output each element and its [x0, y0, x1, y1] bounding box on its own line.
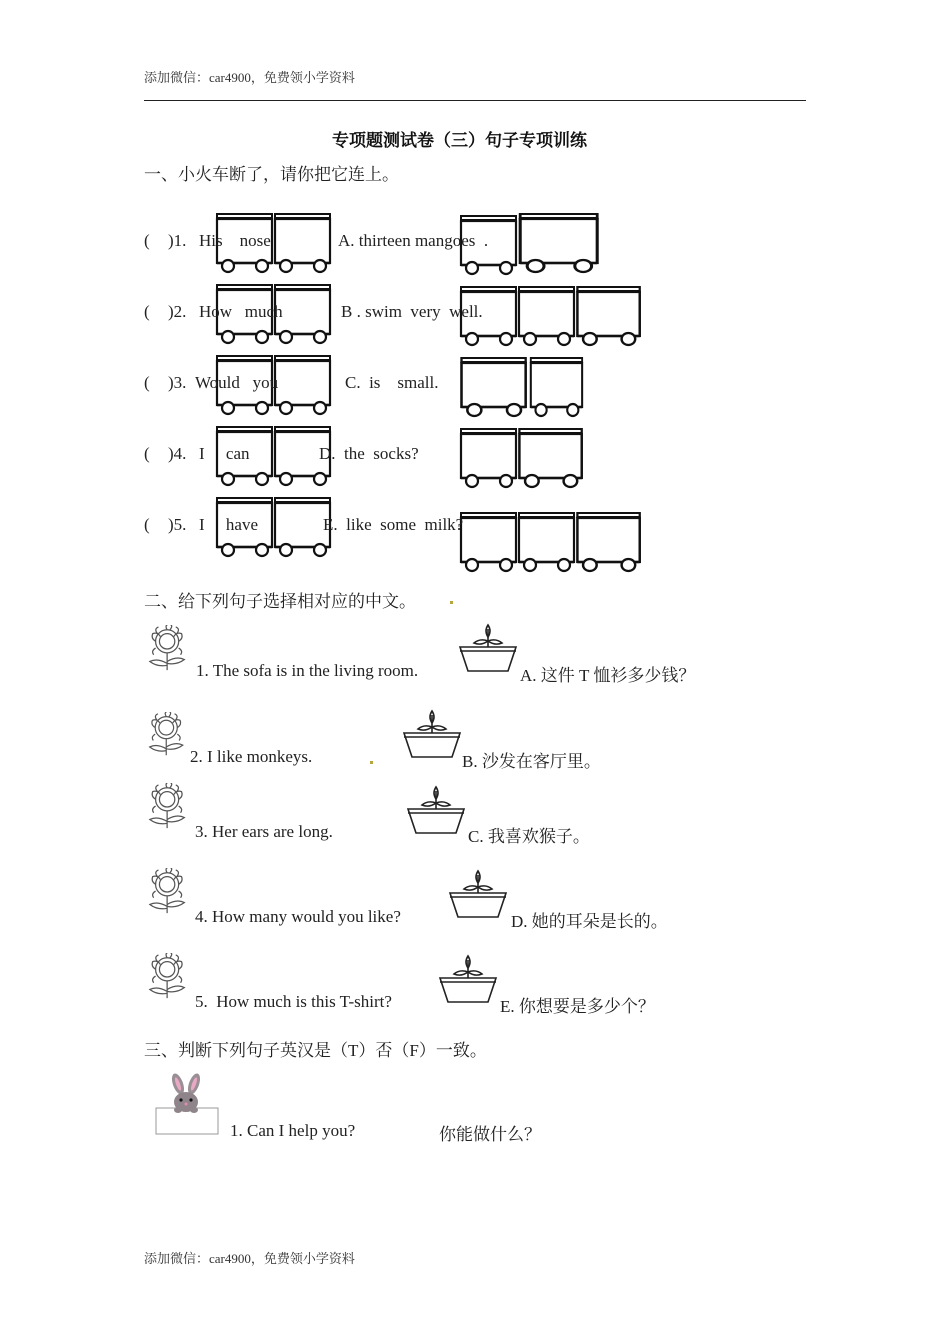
rabbit-sign-icon	[154, 1072, 220, 1138]
train-car-icon	[272, 213, 332, 275]
part2-english-item: 3. Her ears are long.	[195, 822, 333, 841]
sunflower-icon	[146, 625, 194, 673]
part1-row-right: B . swim very well.	[341, 302, 483, 321]
sunflower-icon	[146, 712, 192, 758]
header-note: 添加微信：car4900，免费领小学资料	[144, 70, 355, 85]
stray-dot	[370, 761, 373, 764]
train-car-icon	[458, 512, 518, 574]
part3-heading: 三、判断下列句子英汉是（T）否（F）一致。	[144, 1041, 487, 1060]
train-car-icon	[516, 286, 576, 348]
part1-row-paren: (	[144, 373, 150, 392]
part3-chinese-item: 你能做什么？	[439, 1125, 541, 1144]
train-car-icon	[516, 512, 576, 574]
part1-row-number: )1.	[168, 231, 187, 250]
part1-row-left: How much	[199, 302, 283, 321]
part2-english-item: 1. The sofa is in the living room.	[196, 661, 419, 680]
train-car-icon	[574, 286, 642, 348]
part1-row-paren: (	[144, 444, 150, 463]
part2-english-item: 5. How much is this T-shirt?	[195, 992, 392, 1011]
stray-dot	[450, 601, 453, 604]
part1-row-number: )2.	[168, 302, 187, 321]
part1-row-number: )4.	[168, 444, 187, 463]
train-car-icon	[458, 428, 518, 490]
part1-row-right: A. thirteen mangoes .	[338, 231, 489, 250]
part2-heading: 二、给下列句子选择相对应的中文。	[144, 592, 416, 611]
part1-row-right: C. is small.	[345, 373, 439, 392]
train-car-icon	[458, 357, 528, 419]
page-title: 专项题测试卷（三）句子专项训练	[332, 131, 587, 150]
part1-row-paren: (	[144, 515, 150, 534]
part2-chinese-item: B. 沙发在客厅里。	[462, 752, 601, 771]
train-car-icon	[272, 355, 332, 417]
sunflower-icon	[146, 868, 194, 916]
train-car-icon	[528, 357, 584, 419]
part1-row-paren: (	[144, 302, 150, 321]
part2-english-item: 2. I like monkeys.	[190, 747, 313, 766]
sunflower-icon	[146, 953, 194, 1001]
part1-row-number: )3.	[168, 373, 187, 392]
footer-note: 添加微信：car4900，免费领小学资料	[144, 1251, 355, 1266]
train-car-icon	[574, 512, 642, 574]
part1-row-left: Would you	[195, 373, 279, 392]
part2-chinese-item: E. 你想要是多少个？	[500, 997, 655, 1016]
part1-row-right: E. like some milk?	[323, 515, 464, 534]
plant-pot-icon	[406, 784, 466, 836]
plant-pot-icon	[438, 953, 498, 1005]
part2-chinese-item: D. 她的耳朵是长的。	[511, 912, 668, 931]
part1-row-number: )5.	[168, 515, 187, 534]
part2-english-item: 4. How many would you like?	[195, 907, 401, 926]
sunflower-icon	[146, 783, 194, 831]
train-car-icon	[516, 428, 584, 490]
part1-row-left: I can	[199, 444, 250, 463]
plant-pot-icon	[448, 868, 508, 920]
plant-pot-icon	[402, 708, 462, 760]
part1-row-right: D. the socks?	[319, 444, 419, 463]
part1-row-left: I have	[199, 515, 259, 534]
plant-pot-icon	[458, 622, 518, 674]
part2-chinese-item: C. 我喜欢猴子。	[468, 827, 590, 846]
train-car-icon	[516, 213, 600, 275]
part1-heading: 一、小火车断了，请你把它连上。	[144, 165, 399, 184]
part1-row-paren: (	[144, 231, 150, 250]
header-divider	[144, 100, 806, 101]
part1-row-left: His nose	[199, 231, 271, 250]
part3-english-item: 1. Can I help you?	[230, 1121, 356, 1140]
part2-chinese-item: A. 这件 T 恤衫多少钱？	[520, 666, 696, 685]
